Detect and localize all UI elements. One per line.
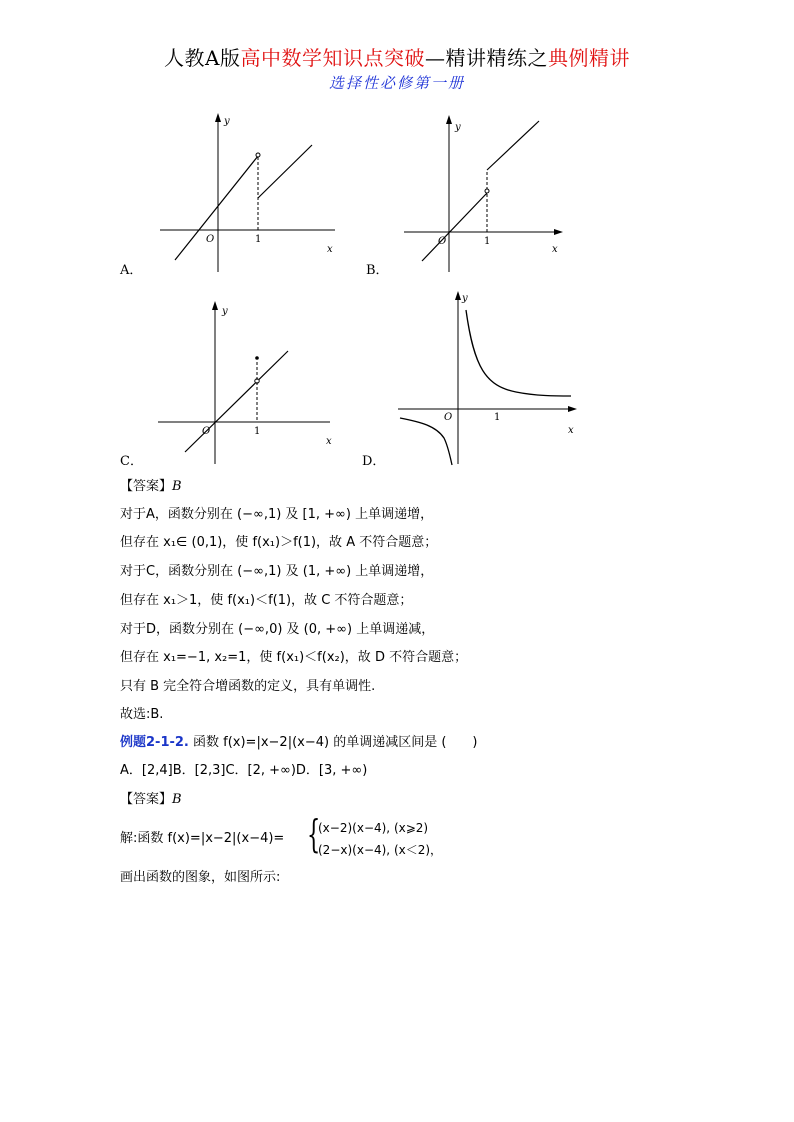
tick-1-label: 1 [254,426,261,437]
x-label: x [568,425,574,436]
title-red-1: 高中数学知识点突破 [240,46,425,70]
y-label: y [455,122,461,133]
answer-value: B [172,479,182,494]
graph-c-line [185,351,288,452]
graph-a [150,110,350,280]
piecewise-brace: { [307,812,321,856]
x-label: x [327,244,333,255]
title-prefix: 人教A版 [164,46,241,70]
x-axis-arrow [568,406,577,412]
y-label: y [224,116,230,127]
graph-a-right-segment [258,145,312,198]
explanation-line-2: 但存在 x₁∈ (0,1)，使 f(x₁)＞f(1)，故 A 不符合题意； [120,535,438,550]
explanation-line-7: 只有 B 完全符合增函数的定义，具有单调性. [120,679,376,694]
tick-1-label: 1 [484,236,491,247]
graph-a-left-segment [175,156,258,260]
tick-1-label: 1 [255,234,262,245]
graph-c [150,296,350,466]
explanation-line-1: 对于A，函数分别在 (−∞,1) 及 [1, +∞) 上单调递增， [120,507,434,522]
graph-a-svg [150,110,350,280]
graph-d [396,288,596,468]
piecewise-case-2-text: (2−x)(x−4), (x＜2) [318,843,431,857]
example-question-text: 函数 f(x)=|x−2|(x−4) 的单调递减区间是 ( ) [193,735,478,750]
graph-d-svg [396,288,596,468]
origin-label: O [444,412,453,423]
graph-b-open-point [485,189,489,193]
graph-a-open-point [256,153,260,157]
graph-b-right-segment [487,121,539,170]
title-red-2: 典例精讲 [547,46,630,70]
option-b-label: B． [366,263,389,278]
graph-d-right-branch [466,310,571,396]
piecewise-case-2 [318,841,442,859]
explanation-line-3: 对于C，函数分别在 (−∞,1) 及 (1, +∞) 上单调递增， [120,564,434,579]
y-label: y [462,293,468,304]
answer-label: 【答案】 [120,479,173,494]
answer-label: 【答案】 [120,792,173,807]
x-label: x [326,436,332,447]
example-question [120,734,477,752]
y-axis-arrow [455,291,461,300]
example-tag: 例题2-1-2. [120,735,189,750]
closing-line: 画出函数的图象，如图所示: [120,870,281,885]
answer-2-heading [120,791,182,809]
explanation-line-4: 但存在 x₁＞1，使 f(x₁)＜f(1)，故 C 不符合题意； [120,593,413,608]
title-mid: —精讲精练之 [424,46,548,70]
option-d-label: D． [362,454,386,469]
graph-b-left-segment [422,193,487,261]
y-axis-arrow [446,115,452,124]
y-axis-arrow [212,301,218,310]
page-subtitle: 选择性必修第一册 [328,74,465,92]
y-label: y [222,306,228,317]
graph-d-left-branch [400,418,452,465]
origin-label: O [206,234,215,245]
graph-c-svg [150,296,350,466]
graph-b-svg [396,110,596,280]
graph-c-solid-point [255,356,259,360]
piecewise-case-1: (x−2)(x−4), (x⩾2) [318,821,429,835]
answer-value: B [172,792,182,807]
x-axis-arrow [554,229,563,235]
explanation-line-8: 故选:B. [120,707,164,722]
piecewise-suffix: ， [430,843,443,857]
option-c-label: C． [120,454,143,469]
page-title [0,42,794,71]
y-axis-arrow [215,113,221,122]
explanation-line-6: 但存在 x₁=−1, x₂=1，使 f(x₁)＜f(x₂)，故 D 不符合题意； [120,650,468,665]
option-a-label: A． [120,263,143,278]
x-label: x [552,244,558,255]
explanation-line-5: 对于D，函数分别在 (−∞,0) 及 (0, +∞) 上单调递减， [120,622,435,637]
solution-prefix: 解:函数 f(x)=|x−2|(x−4)= [120,831,285,846]
origin-label: O [438,236,447,247]
answer-1-heading [120,478,182,496]
tick-1-label: 1 [494,412,501,423]
graph-b [396,110,596,280]
origin-label: O [202,426,211,437]
example-options: A．[2,4]B．[2,3]C．[2, +∞)D．[3, +∞) [120,763,368,778]
